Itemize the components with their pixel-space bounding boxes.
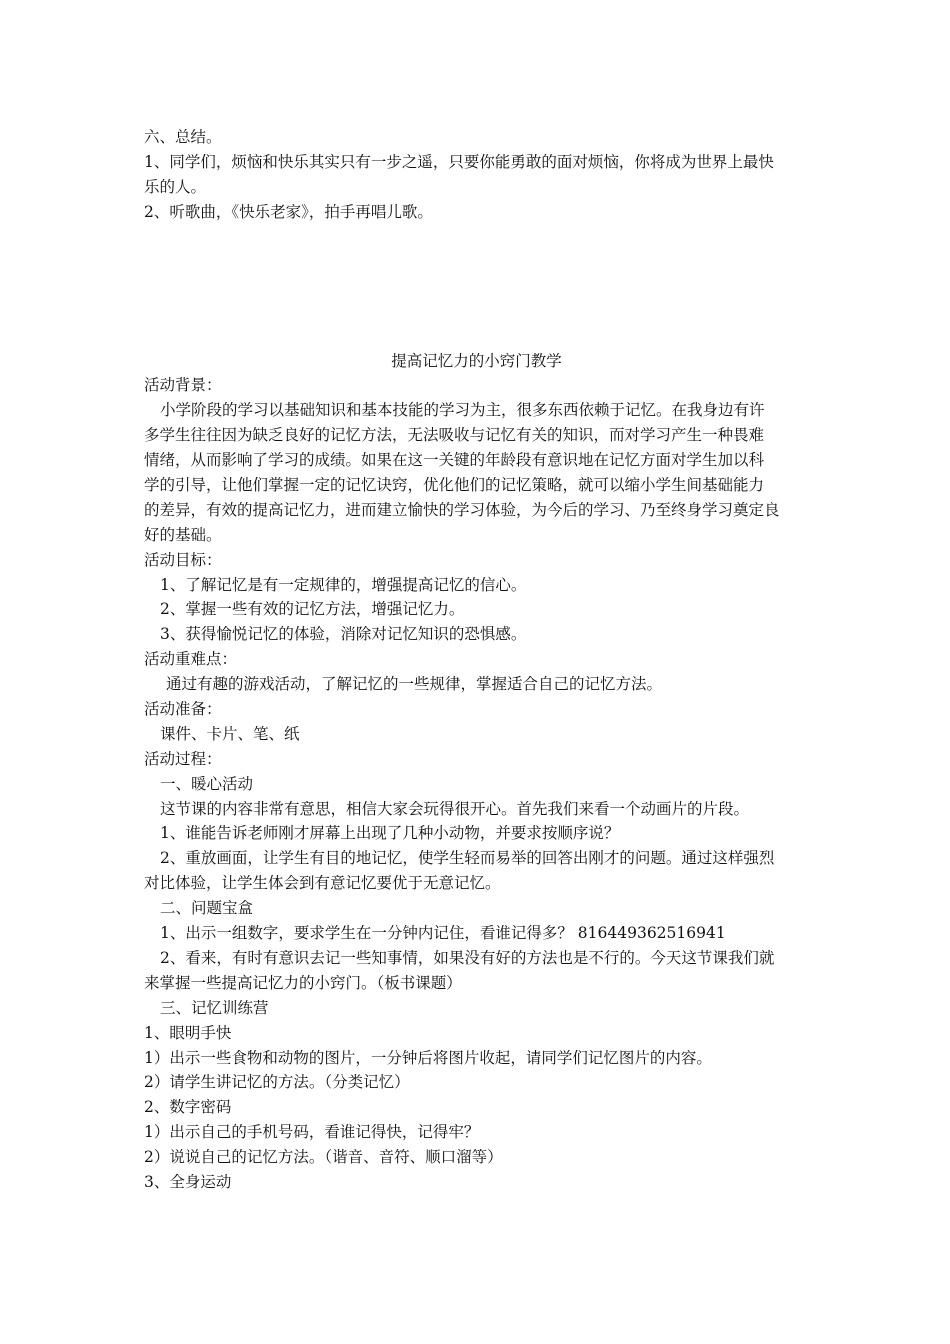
training-line: 1、眼明手快 <box>144 1023 232 1042</box>
background-line: 小学阶段的学习以基础知识和基本技能的学习为主，很多东西依赖于记忆。在我身边有许 <box>160 401 765 420</box>
background-line: 好的基础。 <box>144 525 222 544</box>
background-line: 情绪，从而影响了学习的成绩。如果在这一关键的年龄段有意识地在记忆方面对学生加以科 <box>144 451 765 470</box>
training-line: 1）出示自己的手机号码，看谁记得快，记得牢？ <box>144 1123 480 1142</box>
document-body <box>144 125 809 1195</box>
goal-item: 3、获得愉悦记忆的体验，消除对记忆知识的恐惧感。 <box>160 625 527 644</box>
training-line: 3、全身运动 <box>144 1172 232 1191</box>
step-1-item: 2、重放画面，让学生有目的地记忆，使学生轻而易举的回答出刚才的问题。通过这样强烈 <box>160 849 775 868</box>
key-points-heading: 活动重难点： <box>144 650 238 669</box>
process-heading: 活动过程： <box>144 749 222 768</box>
summary-item-1: 1、同学们，烦恼和快乐其实只有一步之遥，只要你能勇敢的面对烦恼，你将成为世界上最快 <box>144 152 774 171</box>
blank-space <box>144 225 809 349</box>
step-2-item: 1、出示一组数字，要求学生在一分钟内记住，看谁记得多？ 816449362516941 <box>160 924 726 943</box>
summary-item-2: 2、听歌曲，《快乐老家》，拍手再唱儿歌。 <box>144 202 433 221</box>
step-1-item-cont: 对比体验，让学生体会到有意记忆要优于无意记忆。 <box>144 874 501 893</box>
prep-text: 课件、卡片、笔、纸 <box>160 724 300 743</box>
step-2-item-cont: 来掌握一些提高记忆力的小窍门。（板书课题） <box>144 973 462 992</box>
step-2-heading: 二、问题宝盒 <box>160 899 254 918</box>
prep-heading: 活动准备： <box>144 700 222 719</box>
training-line: 2、数字密码 <box>144 1098 232 1117</box>
training-line: 1）出示一些食物和动物的图片，一分钟后将图片收起，请同学们记忆图片的内容。 <box>144 1048 712 1067</box>
training-line: 2）请学生讲记忆的方法。（分类记忆） <box>144 1073 410 1092</box>
background-line: 的差异，有效的提高记忆力，进而建立愉快的学习体验，为今后的学习、乃至终身学习奠定良 <box>144 500 780 519</box>
step-3-heading: 三、记忆训练营 <box>160 998 269 1017</box>
summary-heading: 六、总结。 <box>144 128 222 146</box>
key-points-text: 通过有趣的游戏活动，了解记忆的一些规律，掌握适合自己的记忆方法。 <box>166 675 663 694</box>
goals-heading: 活动目标： <box>144 550 222 569</box>
background-heading: 活动背景： <box>144 376 222 395</box>
goal-item: 2、掌握一些有效的记忆方法，增强记忆力。 <box>160 600 465 619</box>
background-line: 学的引导，让他们掌握一定的记忆诀窍，优化他们的记忆策略，就可以缩小学生间基础能力 <box>144 476 765 495</box>
step-1-intro: 这节课的内容非常有意思，相信大家会玩得很开心。首先我们来看一个动画片的片段。 <box>160 799 750 818</box>
lesson-title: 提高记忆力的小窍门教学 <box>391 351 562 370</box>
step-1-item: 1、谁能告诉老师刚才屏幕上出现了几种小动物，并要求按顺序说？ <box>160 824 620 843</box>
summary-item-1-cont: 乐的人。 <box>144 177 207 196</box>
step-1-heading: 一、暖心活动 <box>160 774 254 793</box>
goal-item: 1、了解记忆是有一定规律的，增强提高记忆的信心。 <box>160 575 527 594</box>
background-line: 多学生往往因为缺乏良好的记忆方法，无法吸收与记忆有关的知识，而对学习产生一种畏难 <box>144 426 765 445</box>
step-2-item: 2、看来，有时有意识去记一些知事情，如果没有好的方法也是不行的。今天这节课我们就 <box>160 948 775 967</box>
training-line: 2）说说自己的记忆方法。（谐音、音符、顺口溜等） <box>144 1148 503 1167</box>
